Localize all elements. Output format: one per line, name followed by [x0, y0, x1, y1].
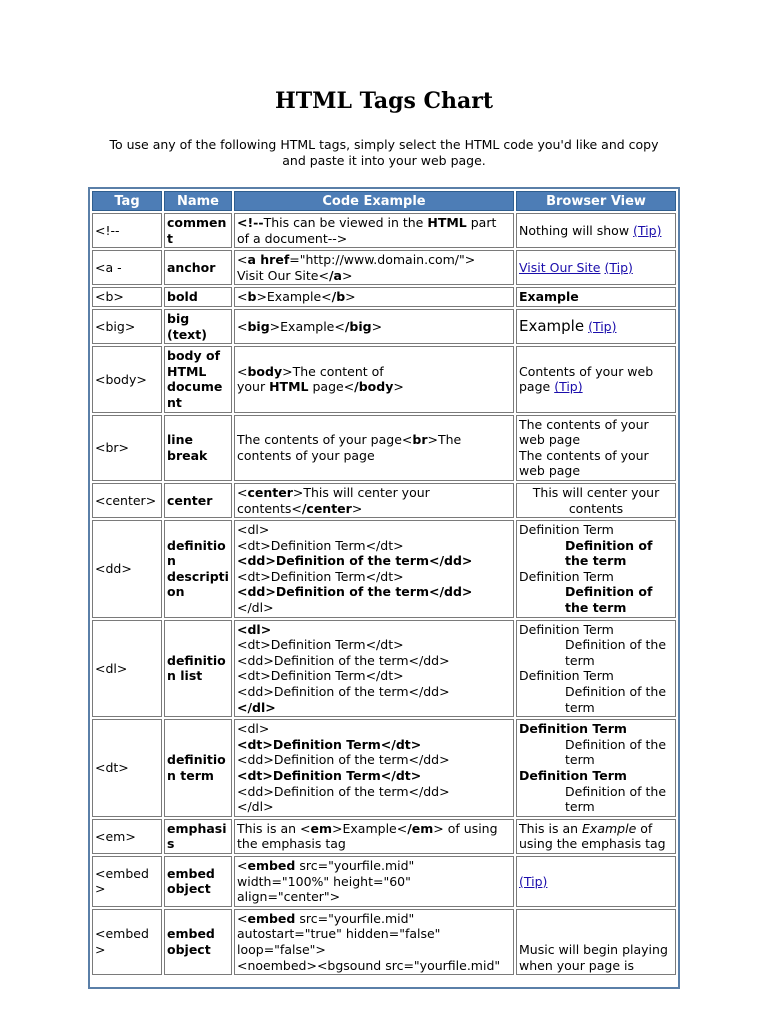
code-cell: <!--This can be viewed in the HTML part of a document-->: [234, 213, 514, 248]
code-cell: The contents of your page<br>The contents of your page: [234, 415, 514, 481]
code-cell: <embed src="yourfile.mid" autostart="true" hidden="false" loop="false"> <noembed><bgsound src="yourfile.mid": [234, 909, 514, 975]
table-row: [92, 346, 676, 412]
visit-site-link[interactable]: Visit Our Site: [519, 259, 601, 275]
tag-cell: <body>: [92, 346, 162, 412]
name-cell: emphasis: [164, 819, 232, 854]
tags-table-frame: [88, 187, 680, 989]
tip-link[interactable]: (Tip): [604, 259, 633, 275]
header-browser-view: Browser View: [516, 191, 676, 211]
table-row: [92, 287, 676, 307]
tag-cell: <b>: [92, 287, 162, 307]
header-name: Name: [164, 191, 232, 211]
view-cell: Music will begin playing when your page is: [516, 909, 676, 975]
view-cell: Contents of your web page (Tip): [516, 346, 676, 412]
view-cell: Definition Term Definition of the term Definition Term Definition of the term: [516, 520, 676, 618]
header-row: [92, 191, 676, 211]
header-tag: Tag: [92, 191, 162, 211]
table-row: [92, 856, 676, 907]
table-row: [92, 250, 676, 285]
view-cell: [516, 250, 676, 285]
table-row: [92, 309, 676, 344]
view-cell: Example: [516, 287, 676, 307]
view-cell: [516, 856, 676, 907]
tip-link[interactable]: (Tip): [633, 222, 662, 238]
tag-cell: <dt>: [92, 719, 162, 817]
tag-cell: <embed>: [92, 909, 162, 975]
code-cell: <body>The content of your HTML page</body>: [234, 346, 514, 412]
view-cell: Definition Term Definition of the term Definition Term Definition of the term: [516, 719, 676, 817]
name-cell: definition term: [164, 719, 232, 817]
table-row: [92, 483, 676, 518]
view-cell: Definition Term Definition of the term Definition Term Definition of the term: [516, 620, 676, 718]
table-row: [92, 909, 676, 975]
table-row: [92, 520, 676, 618]
tag-cell: <!--: [92, 213, 162, 248]
name-cell: definition description: [164, 520, 232, 618]
tip-link[interactable]: (Tip): [554, 379, 583, 395]
name-cell: line break: [164, 415, 232, 481]
tag-cell: <big>: [92, 309, 162, 344]
code-cell: <dl> <dt>Definition Term</dt> <dd>Definition of the term</dd> <dt>Definition Term</dt> <dd>Definition of the term</dd> </dl>: [234, 520, 514, 618]
page-title: HTML Tags Chart: [274, 88, 494, 114]
name-cell: center: [164, 483, 232, 518]
name-cell: embed object: [164, 909, 232, 975]
tag-cell: <br>: [92, 415, 162, 481]
table-row: [92, 819, 676, 854]
code-cell: <a href="http://www.domain.com/"> Visit Our Site</a>: [234, 250, 514, 285]
name-cell: bold: [164, 287, 232, 307]
view-cell: Nothing will show (Tip): [516, 213, 676, 248]
tag-cell: <a -: [92, 250, 162, 285]
view-cell: This will center your contents: [516, 483, 676, 518]
intro-text: To use any of the following HTML tags, simply select the HTML code you'd like and copy and paste it into your web page.: [109, 137, 659, 168]
name-cell: comment: [164, 213, 232, 248]
tag-cell: <center>: [92, 483, 162, 518]
tag-cell: <em>: [92, 819, 162, 854]
table-row: [92, 213, 676, 248]
view-cell: Example (Tip): [516, 309, 676, 344]
code-cell: <big>Example</big>: [234, 309, 514, 344]
tip-link[interactable]: (Tip): [519, 873, 548, 889]
tags-table: [90, 189, 678, 977]
tag-cell: <dl>: [92, 620, 162, 718]
name-cell: embed object: [164, 856, 232, 907]
code-cell: <embed src="yourfile.mid" width="100%" height="60" align="center">: [234, 856, 514, 907]
tag-cell: <embed>: [92, 856, 162, 907]
view-cell: The contents of your web page The contents of your web page: [516, 415, 676, 481]
name-cell: definition list: [164, 620, 232, 718]
name-cell: big (text): [164, 309, 232, 344]
header-code-example: Code Example: [234, 191, 514, 211]
code-cell: This is an <em>Example</em> of using the emphasis tag: [234, 819, 514, 854]
code-cell: <dl> <dt>Definition Term</dt> <dd>Definition of the term</dd> <dt>Definition Term</dt> <dd>Definition of the term</dd> </dl>: [234, 620, 514, 718]
code-cell: <b>Example</b>: [234, 287, 514, 307]
tag-cell: <dd>: [92, 520, 162, 618]
code-cell: <center>This will center your contents</center>: [234, 483, 514, 518]
view-cell: This is an Example of using the emphasis tag: [516, 819, 676, 854]
table-row: [92, 719, 676, 817]
tip-link[interactable]: (Tip): [588, 318, 617, 334]
table-row: [92, 415, 676, 481]
code-cell: <dl> <dt>Definition Term</dt> <dd>Definition of the term</dd> <dt>Definition Term</dt> <dd>Definition of the term</dd> </dl>: [234, 719, 514, 817]
name-cell: body of HTML document: [164, 346, 232, 412]
table-row: [92, 620, 676, 718]
name-cell: anchor: [164, 250, 232, 285]
